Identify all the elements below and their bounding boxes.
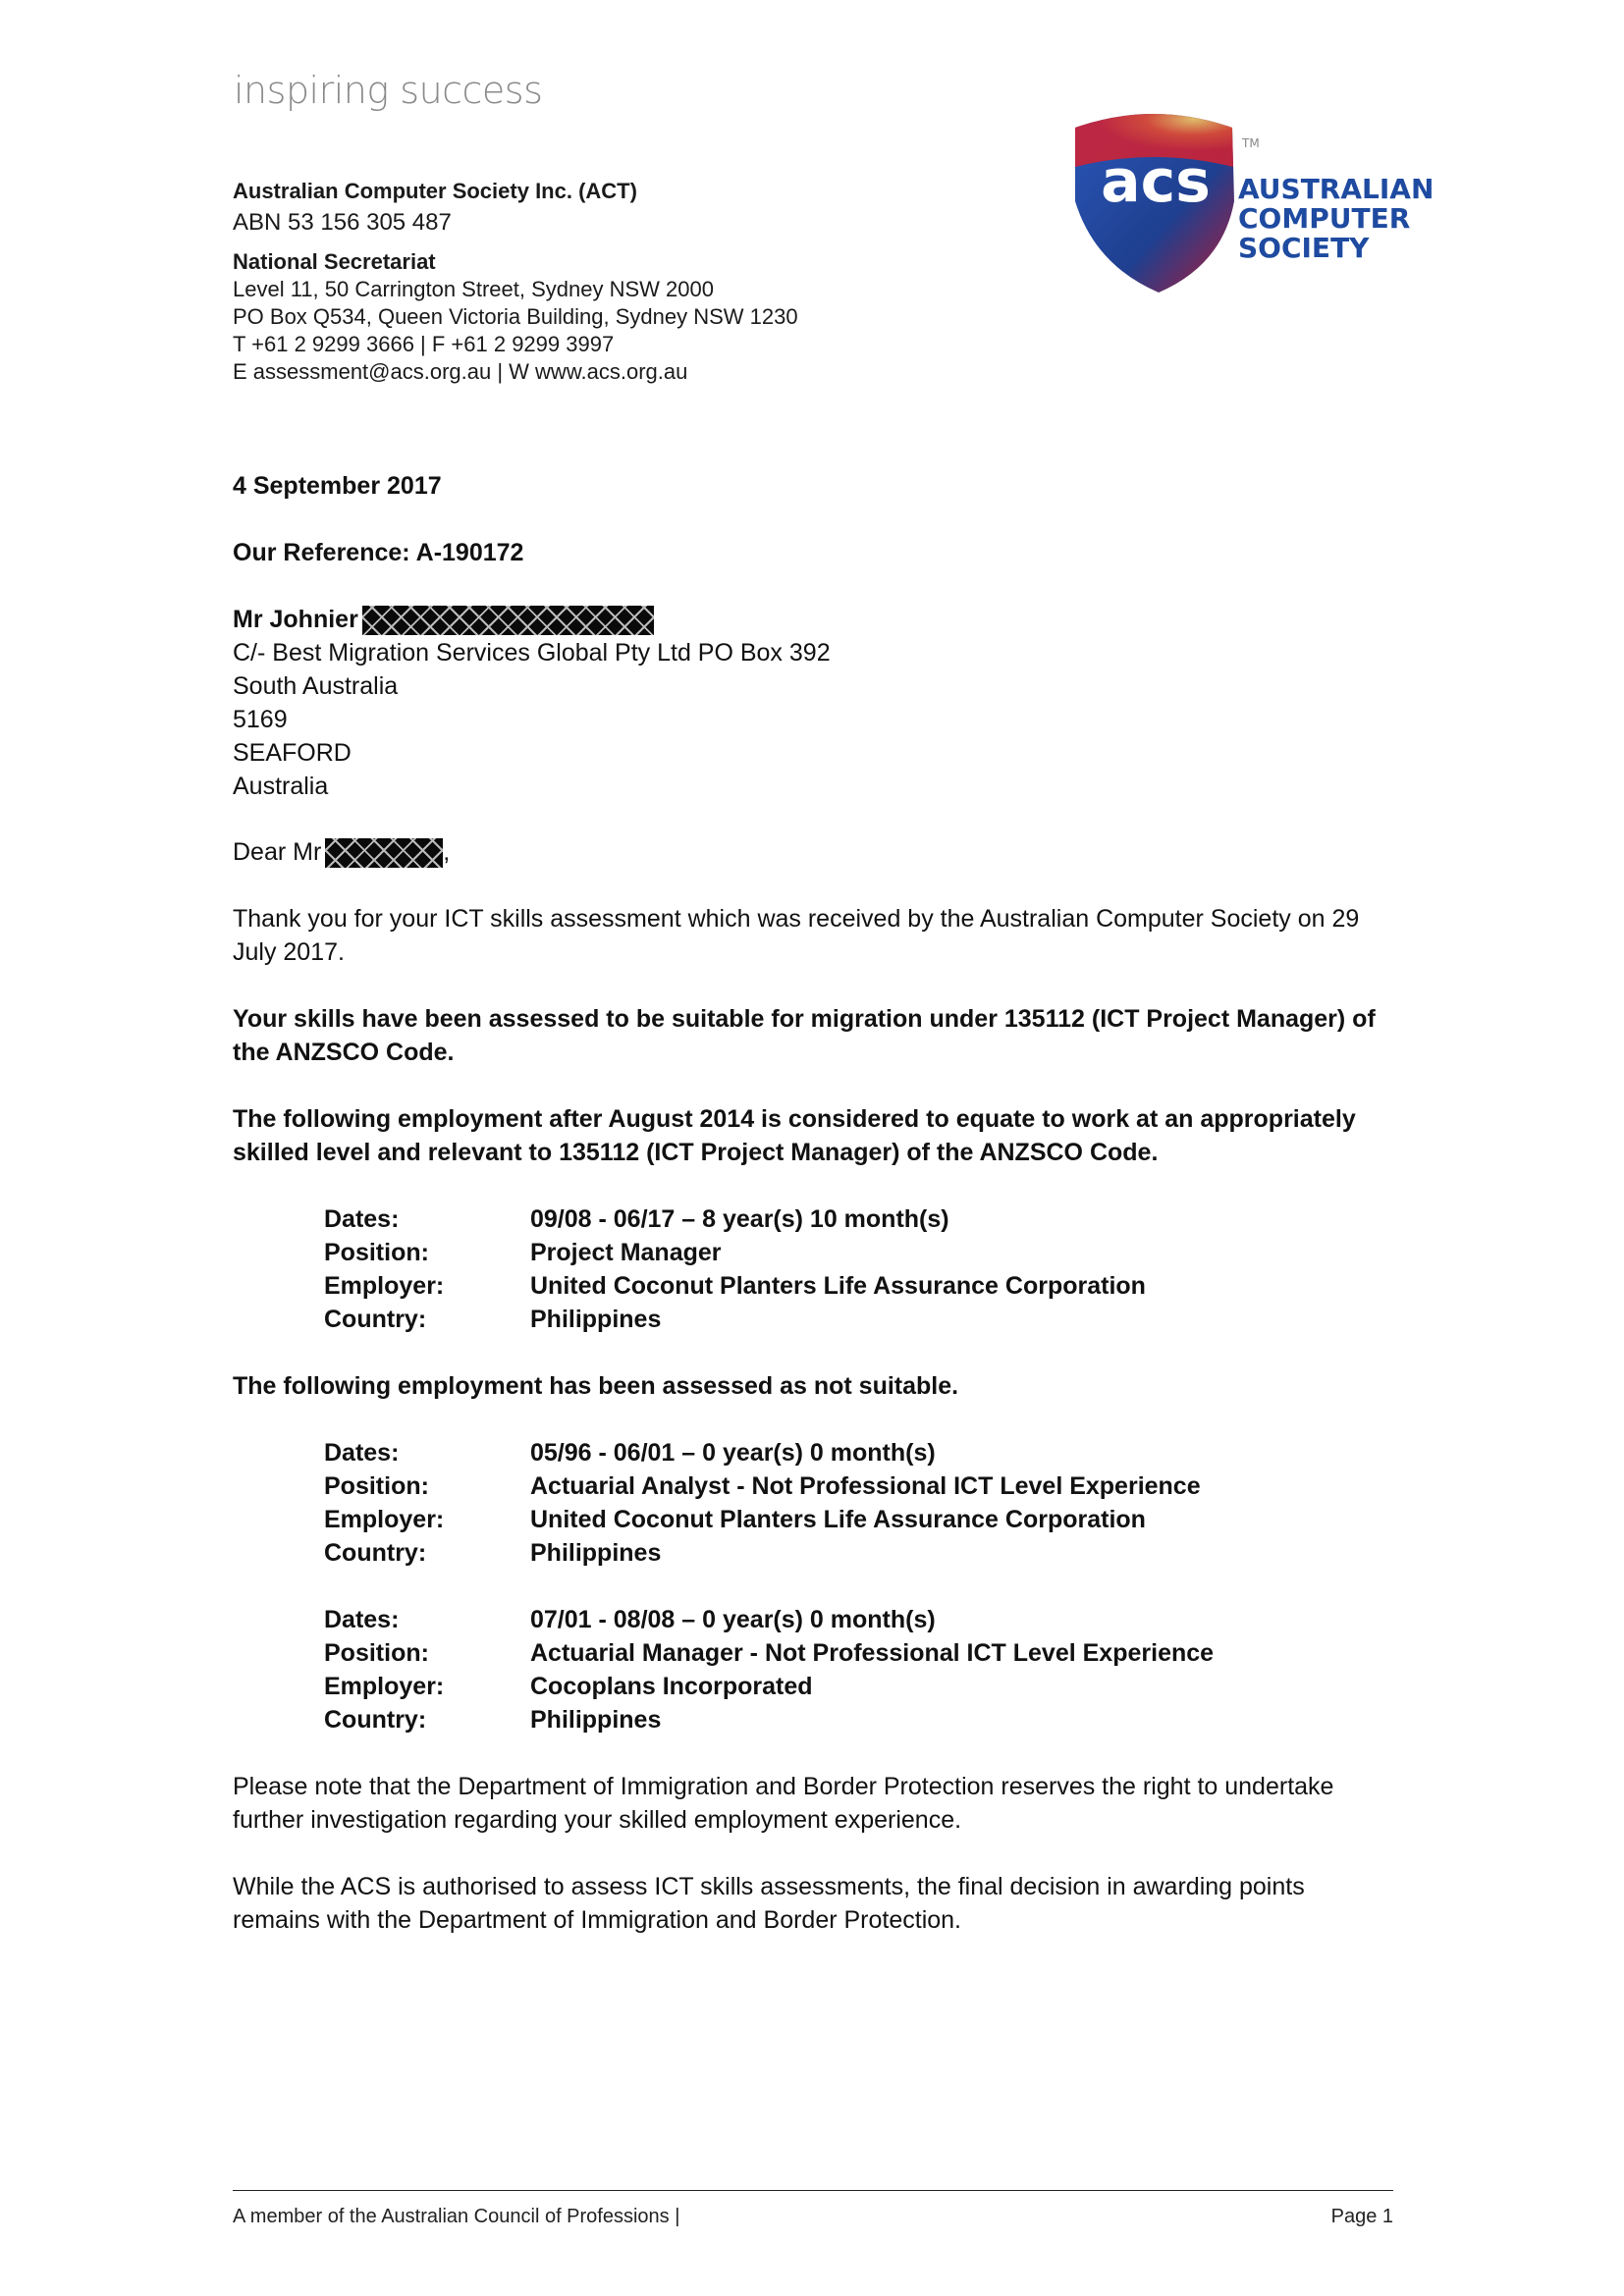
employment-record [324, 1202, 1146, 1336]
department: National Secretariat [233, 249, 436, 274]
dates-value: 07/01 - 08/08 – 0 year(s) 0 month(s) [530, 1606, 936, 1633]
employment-record [324, 1603, 1214, 1736]
employer-value: Cocoplans Incorporated [530, 1673, 813, 1700]
street-address: Level 11, 50 Carrington Street, Sydney NSW 2000 [233, 277, 714, 301]
redacted-surname [362, 606, 654, 635]
recipient-name-line [233, 603, 831, 636]
salutation: Dear Mr , [233, 835, 450, 869]
svg-text:AUSTRALIAN: AUSTRALIAN [1238, 173, 1435, 205]
country-label: Country: [324, 1706, 427, 1734]
po-box-address: PO Box Q534, Queen Victoria Building, Sydney NSW 1230 [233, 304, 798, 329]
svg-text:acs: acs [1101, 147, 1211, 216]
svg-text:COMPUTER: COMPUTER [1238, 202, 1411, 235]
employer-label: Employer: [324, 1506, 445, 1533]
svg-text:SOCIETY: SOCIETY [1238, 232, 1370, 264]
svg-text:TM: TM [1242, 136, 1260, 150]
paragraph-employment-intro: The following employment after August 2014 is considered to equate to work at an appropriately skilled level and relevant to 135112 (ICT Project Manager) of the ANZSCO Code. [233, 1105, 1356, 1166]
reference-number: Our Reference: A-190172 [233, 539, 524, 566]
position-label: Position: [324, 1639, 429, 1667]
country-value: Philippines [530, 1706, 662, 1734]
email-web: E assessment@acs.org.au | W www.acs.org.au [233, 359, 688, 384]
position-value: Actuarial Analyst - Not Professional ICT Level Experience [530, 1472, 1201, 1500]
dates-label: Dates: [324, 1439, 400, 1467]
country-value: Philippines [530, 1306, 662, 1333]
paragraph-suitable: Your skills have been assessed to be suitable for migration under 135112 (ICT Project Manager) of the ANZSCO Code. [233, 1005, 1376, 1066]
position-value: Actuarial Manager - Not Professional ICT Level Experience [530, 1639, 1215, 1667]
address-line: C/- Best Migration Services Global Pty Ltd PO Box 392 [233, 639, 831, 667]
employer-value: United Coconut Planters Life Assurance Corporation [530, 1506, 1146, 1533]
phone-fax: T +61 2 9299 3666 | F +61 2 9299 3997 [233, 332, 615, 356]
footer-member-text: A member of the Australian Council of Professions | [233, 2206, 680, 2227]
salutation-text: Dear Mr [233, 838, 322, 866]
country-label: Country: [324, 1306, 427, 1333]
abn: ABN 53 156 305 487 [233, 209, 452, 236]
employment-record [324, 1436, 1201, 1570]
dates-value: 05/96 - 06/01 – 0 year(s) 0 month(s) [530, 1439, 936, 1467]
letter-date: 4 September 2017 [233, 472, 442, 500]
footer-divider [233, 2190, 1393, 2191]
employer-value: United Coconut Planters Life Assurance Corporation [530, 1272, 1146, 1300]
dates-label: Dates: [324, 1606, 400, 1633]
address-line: 5169 [233, 706, 288, 733]
position-label: Position: [324, 1239, 429, 1266]
org-name: Australian Computer Society Inc. (ACT) [233, 179, 637, 203]
dates-value: 09/08 - 06/17 – 8 year(s) 10 month(s) [530, 1205, 949, 1233]
country-value: Philippines [530, 1539, 662, 1567]
address-line: South Australia [233, 672, 399, 700]
acs-logo [1065, 108, 1435, 304]
address-line: SEAFORD [233, 739, 352, 767]
paragraph-note: Please note that the Department of Immigration and Border Protection reserves the right to undertake further investigation regarding your skilled employment experience. [233, 1773, 1334, 1834]
position-value: Project Manager [530, 1239, 722, 1266]
recipient-name: Mr Johnier [233, 606, 358, 633]
employer-label: Employer: [324, 1673, 445, 1700]
tagline: inspiring success [234, 69, 543, 112]
acs-shield-icon [1065, 108, 1435, 299]
country-label: Country: [324, 1539, 427, 1567]
dates-label: Dates: [324, 1205, 400, 1233]
paragraph-received: Thank you for your ICT skills assessment which was received by the Australian Computer Society on 29 July 2017. [233, 905, 1360, 966]
position-label: Position: [324, 1472, 429, 1500]
redacted-surname [325, 838, 443, 868]
address-line: Australia [233, 773, 329, 800]
recipient-block [233, 603, 831, 803]
page-number: Page 1 [1330, 2206, 1393, 2227]
paragraph-not-suitable-intro: The following employment has been assessed as not suitable. [233, 1372, 959, 1400]
employer-label: Employer: [324, 1272, 445, 1300]
paragraph-decision: While the ACS is authorised to assess ICT skills assessments, the final decision in awarding points remains with the Department of Immigration and Border Protection. [233, 1873, 1305, 1934]
